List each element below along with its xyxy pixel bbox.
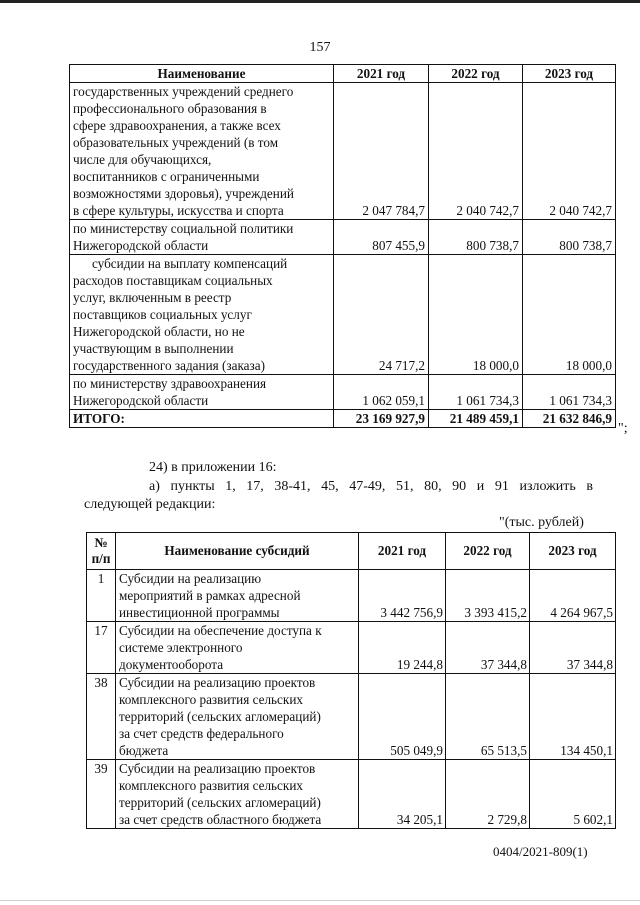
amendment-subitem-a: а) пункты 1, 17, 38-41, 45, 47-49, 51, 80, 90 и 91 изложить в <box>149 479 593 494</box>
unit-label: "(тыс. рублей) <box>499 515 584 530</box>
text-line: поставщиков социальных услуг <box>73 307 252 322</box>
subsidies-table <box>86 532 616 829</box>
row-number: 38 <box>87 674 116 760</box>
value-2022: 37 344,8 <box>446 622 530 674</box>
row-number: 39 <box>87 760 116 829</box>
text-line: субсидии на выплату компенсаций <box>92 256 288 271</box>
row-name-cell <box>70 375 334 410</box>
page-number: 157 <box>309 40 331 55</box>
total-2023: 21 632 846,9 <box>523 410 616 428</box>
col-header-number <box>87 533 116 570</box>
row-name-cell <box>116 622 359 674</box>
row-name-cell <box>116 674 359 760</box>
table-row <box>87 570 616 622</box>
text-line: Нижегородской области <box>73 238 209 253</box>
row-name-cell <box>70 83 334 220</box>
text-line: за счет средств федерального <box>119 726 284 741</box>
row-number: 17 <box>87 622 116 674</box>
value-2021: 2 047 784,7 <box>334 83 429 220</box>
amendment-item-24: 24) в приложении 16: <box>149 460 277 475</box>
table-row <box>87 622 616 674</box>
row-name-cell <box>116 570 359 622</box>
text-line: возможностями здоровья), учреждений <box>73 186 294 201</box>
text-line: системе электронного <box>119 640 243 655</box>
table-row <box>70 255 616 375</box>
text-line: бюджета <box>119 743 169 758</box>
row-name-cell <box>70 255 334 375</box>
table-row <box>70 83 616 220</box>
total-2022: 21 489 459,1 <box>429 410 523 428</box>
value-2023: 134 450,1 <box>530 674 616 760</box>
value-2022: 2 729,8 <box>446 760 530 829</box>
value-2023: 37 344,8 <box>530 622 616 674</box>
text-line: Субсидии на реализацию <box>119 571 262 586</box>
text-line: за счет средств областного бюджета <box>119 812 322 827</box>
col-header-subsidy-name: Наименование субсидий <box>116 533 359 570</box>
text-line: Субсидии на реализацию проектов <box>119 675 316 690</box>
text-line: расходов поставщикам социальных <box>73 273 273 288</box>
subsidy-distribution-table <box>69 64 616 428</box>
text-line: Нижегородской области <box>73 393 209 408</box>
text-line: п/п <box>91 551 111 566</box>
value-2022: 18 000,0 <box>429 255 523 375</box>
row-name-cell <box>70 220 334 255</box>
value-2022: 2 040 742,7 <box>429 83 523 220</box>
bottom-edge-line <box>0 900 640 901</box>
top-border-line <box>0 0 640 3</box>
text-line: территорий (сельских агломераций) <box>119 709 321 724</box>
value-2022: 1 061 734,3 <box>429 375 523 410</box>
text-line: комплексного развития сельских <box>119 778 303 793</box>
value-2022: 3 393 415,2 <box>446 570 530 622</box>
text-line: государственного задания (заказа) <box>73 358 265 373</box>
col-header-2023: 2023 год <box>523 65 616 83</box>
table-row <box>87 674 616 760</box>
text-line: образовательных учреждений (в том <box>73 135 279 150</box>
value-2022: 800 738,7 <box>429 220 523 255</box>
text-line: Субсидии на обеспечение доступа к <box>119 623 322 638</box>
row-name-cell <box>116 760 359 829</box>
value-2023: 2 040 742,7 <box>523 83 616 220</box>
closing-quote-mark: "; <box>618 421 628 436</box>
text-line: в сфере культуры, искусства и спорта <box>73 203 284 218</box>
text-line: инвестиционной программы <box>119 605 280 620</box>
text-line: услуг, включенным в реестр <box>73 290 232 305</box>
value-2021: 505 049,9 <box>359 674 446 760</box>
text-line: профессионального образования в <box>73 101 267 116</box>
value-2021: 1 062 059,1 <box>334 375 429 410</box>
table-row <box>70 220 616 255</box>
value-2021: 34 205,1 <box>359 760 446 829</box>
value-2021: 24 717,2 <box>334 255 429 375</box>
total-row <box>70 410 616 428</box>
text-line: Субсидии на реализацию проектов <box>119 761 316 776</box>
table-header-row <box>87 533 616 570</box>
table-header-row <box>70 65 616 83</box>
col-header-2023: 2023 год <box>530 533 616 570</box>
document-code: 0404/2021-809(1) <box>493 844 588 859</box>
value-2023: 800 738,7 <box>523 220 616 255</box>
text-line: сфере здравоохранения, а также всех <box>73 118 281 133</box>
value-2021: 3 442 756,9 <box>359 570 446 622</box>
text-line: территорий (сельских агломераций) <box>119 795 321 810</box>
text-line: участвующим в выполнении <box>73 341 234 356</box>
amendment-subitem-a-continued: следующей редакции: <box>84 497 216 512</box>
value-2023: 18 000,0 <box>523 255 616 375</box>
col-header-2021: 2021 год <box>334 65 429 83</box>
table-row <box>87 760 616 829</box>
text-line: по министерству здравоохранения <box>73 376 267 391</box>
value-2023: 1 061 734,3 <box>523 375 616 410</box>
text-line: по министерству социальной политики <box>73 221 294 236</box>
value-2022: 65 513,5 <box>446 674 530 760</box>
col-header-name: Наименование <box>70 65 334 83</box>
text-line: документооборота <box>119 657 224 672</box>
text-line: Нижегородской области, но не <box>73 324 245 339</box>
row-number: 1 <box>87 570 116 622</box>
text-line: комплексного развития сельских <box>119 692 303 707</box>
col-header-2022: 2022 год <box>446 533 530 570</box>
col-header-2022: 2022 год <box>429 65 523 83</box>
total-2021: 23 169 927,9 <box>334 410 429 428</box>
text-line: № <box>94 535 108 550</box>
value-2021: 19 244,8 <box>359 622 446 674</box>
value-2023: 5 602,1 <box>530 760 616 829</box>
text-line: мероприятий в рамках адресной <box>119 588 301 603</box>
col-header-2021: 2021 год <box>359 533 446 570</box>
value-2021: 807 455,9 <box>334 220 429 255</box>
value-2023: 4 264 967,5 <box>530 570 616 622</box>
text-line: воспитанников с ограниченными <box>73 169 260 184</box>
total-label: ИТОГО: <box>70 410 334 428</box>
table-row <box>70 375 616 410</box>
text-line: государственных учреждений среднего <box>73 84 294 99</box>
text-line: числе для обучающихся, <box>73 152 212 167</box>
